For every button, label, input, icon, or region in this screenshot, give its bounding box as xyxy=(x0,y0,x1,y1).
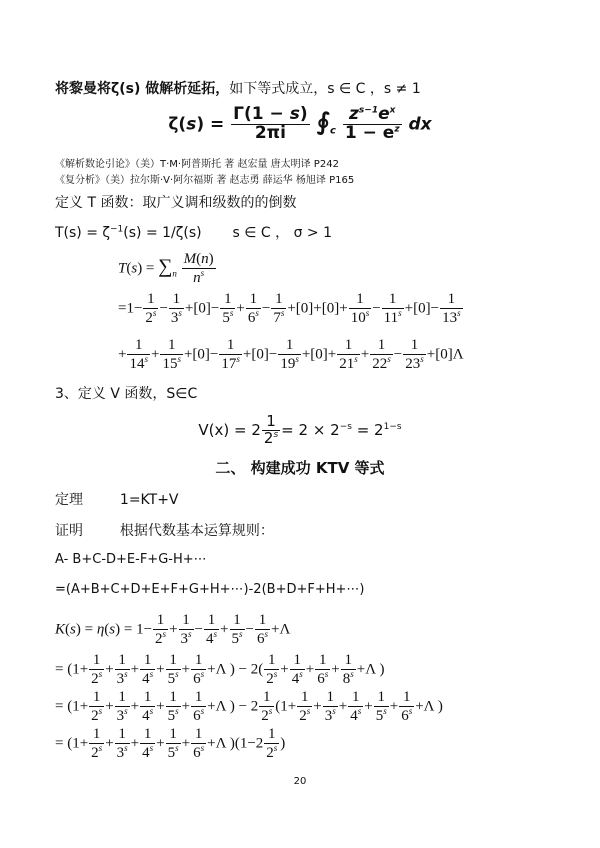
intro-normal: 如下等式成立，s ∈ C ，s ≠ 1 xyxy=(229,81,421,97)
theorem-content: 1=KT+V xyxy=(119,492,179,508)
zeta-integral-formula: ζ(s) = $\frac{\Gamma(1 - s)}{2\pi i}$ $∮_c$ $\frac{z^{s-1}e^x}{1 - e^z}$ dx xyxy=(168,104,432,143)
def-v-text: 3、定义 V 函数，S∈C xyxy=(55,386,198,402)
proof-label: 证明 xyxy=(55,523,83,539)
t-expansion-line-2: + $\frac{1}{14^s}$ + $\frac{1}{15^s}$ +[0]− $\frac{1}{17^s}$ +[0]− $\frac{1}{19^s}$ +[0]+ $\frac{1}{21^s}$ + $\frac{1}{22^s}$ − $\frac{1}{23^s}$ +[0]Λ xyxy=(118,337,464,372)
page-number: 20 xyxy=(293,776,307,787)
t-sum-formula: $T(s) = \sum_n$ $\frac{M(n)}{n^s}$ xyxy=(118,251,214,286)
intro-bold: 将黎曼将ζ(s) 做解析延拓， xyxy=(55,81,230,97)
def-t-formula: $T(s) = \zeta^{-1}(s) = 1/\zeta(s)$ s ∈ C ， σ > 1 xyxy=(55,224,332,241)
k-expansion-3: = (1+ $\frac{1}{2^s}$ + $\frac{1}{3^s}$ + $\frac{1}{4^s}$ + $\frac{1}{5^s}$ + $\frac{1}{6^s}$ +Λ )(1−2 $\frac{1}{2^s}$ ) xyxy=(55,726,286,761)
reference-2: 《复分析》（美）拉尔斯·V·阿尔福斯 著 赵志勇 薛运华 杨旭译 P165 xyxy=(55,175,355,186)
reference-1: 《解析数论引论》（美）T·M·阿普斯托 著 赵宏量 唐太明译 P242 xyxy=(55,159,339,170)
k-expansion-1: = (1+ $\frac{1}{2^s}$ + $\frac{1}{3^s}$ + $\frac{1}{4^s}$ + $\frac{1}{5^s}$ + $\frac{1}{6^s}$ +Λ ) − 2( $\frac{1}{2^s}$ + $\frac{1}{4^s}$ + $\frac{1}{6^s}$ + $\frac{1}{8^s}$ +Λ ) xyxy=(55,652,385,687)
theorem-line xyxy=(55,489,179,509)
def-t-text: 定义 T 函数：取广义调和级数的的倒数 xyxy=(55,195,297,211)
def-v-formula: V(x) = 2 $\frac{1}{2^s}$ = $2 \times 2^{-s} = 2^{1-s}$ xyxy=(198,412,402,447)
intro-line xyxy=(55,78,421,98)
k-eta-formula: K(s) = η(s) = 1− $\frac{1}{2^s}$ + $\frac{1}{3^s}$ − $\frac{1}{4^s}$ + $\frac{1}{5^s}$ − $\frac{1}{6^s}$ +Λ xyxy=(55,612,291,647)
proof-content: 根据代数基本运算规则： xyxy=(119,523,274,539)
theorem-label: 定理 xyxy=(55,492,83,508)
section-title: 二、 构建成功 KTV 等式 xyxy=(215,459,385,477)
proof-line-1: A- B+C-D+E-F+G-H+⋯ xyxy=(55,552,207,567)
k-expansion-2: = (1+ $\frac{1}{2^s}$ + $\frac{1}{3^s}$ + $\frac{1}{4^s}$ + $\frac{1}{5^s}$ + $\frac{1}{6^s}$ +Λ ) − 2 $\frac{1}{2^s}$ (1+ $\frac{1}{2^s}$ + $\frac{1}{3^s}$ + $\frac{1}{4^s}$ + $\frac{1}{5^s}$ + $\frac{1}{6^s}$ +Λ ) xyxy=(55,689,443,724)
proof-line xyxy=(55,520,274,540)
def-t-condition: s ∈ C ， σ > 1 xyxy=(232,225,332,241)
proof-line-2: =(A+B+C+D+E+F+G+H+⋯)-2(B+D+F+H+⋯) xyxy=(55,582,365,597)
t-expansion-line-1: =1− $\frac{1}{2^s}$ − $\frac{1}{3^s}$ +[0]− $\frac{1}{5^s}$ + $\frac{1}{6^s}$ − $\frac{1}{7^s}$ +[0]+[0]+ $\frac{1}{10^s}$ − $\frac{1}{11^s}$ +[0]− $\frac{1}{13^s}$ xyxy=(118,291,461,326)
